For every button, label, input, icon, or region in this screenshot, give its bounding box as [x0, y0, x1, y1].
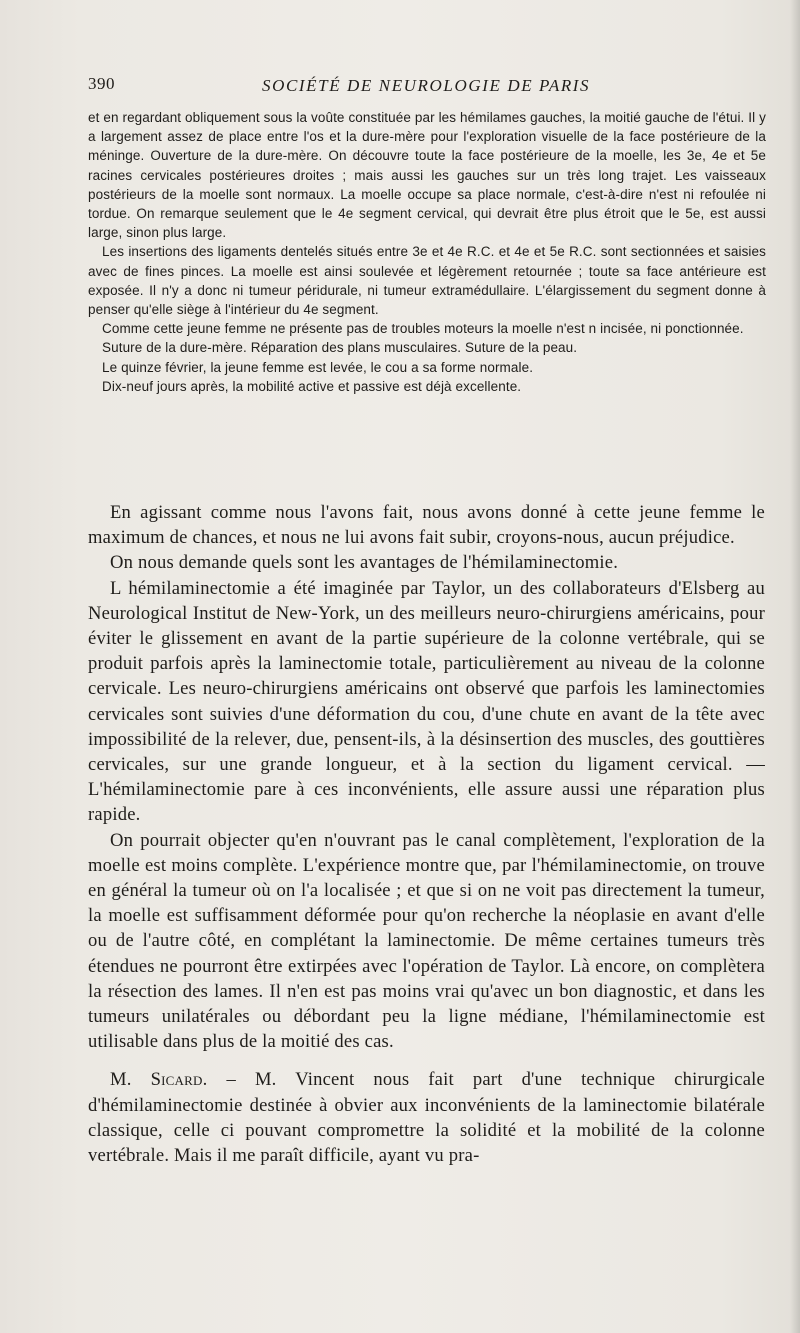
case-paragraph: Le quinze février, la jeune femme est levée, le cou a sa forme normale. — [102, 359, 534, 375]
discussion-text: – M. Vincent nous fait part d'une technique chirurgicale d'hémilaminectomie destinée à obvier aux inconvénients de la laminectomie bilatérale classique, celle ci pouvant compromettre la solidité et la mobilité de la colonne vertébrale. Mais il me paraît difficile, ayant vu pra- — [88, 1069, 765, 1167]
case-report-block — [88, 108, 766, 396]
running-head: SOCIÉTÉ DE NEUROLOGIE DE PARIS — [262, 76, 591, 95]
page-spine-shadow — [790, 0, 800, 1333]
speaker-name: M. Sicard. — [110, 1069, 208, 1091]
case-paragraph: Suture de la dure-mère. Réparation des plans musculaires. Suture de la peau. — [102, 340, 578, 356]
body-paragraph: On pourrait objecter qu'en n'ouvrant pas le canal complètement, l'exploration de la moelle est moins complète. L'expérience montre que, par l'hémilaminectomie, on trouve en général la tumeur où on l'a localisée ; et que si on ne voit pas directement la tumeur, la moelle est suffisamment déformée pour qu'on recherche la néoplasie en avant d'elle ou de l'autre côté, en complétant la laminectomie. De même certaines tumeurs très étendues ne pourront être extirpées avec l'opération de Taylor. Là encore, on complètera la résection des lames. Il n'en est pas moins vrai qu'avec un bon diagnostic, et dans les tumeurs unilatérales ou débordant peu la ligne médiane, l'hémilaminectomie est utilisable dans plus de la moitié des cas. — [88, 829, 765, 1053]
case-paragraph: Les insertions des ligaments dentelés situés entre 3e et 4e R.C. et 4e et 5e R.C. sont sectionnées et saisies avec de fines pinces. La moelle est ainsi soulevée et légèrement retournée ; toute sa face antérieure est exposée. Il n'y a donc ni tumeur péridurale, ni tumeur extramédullaire. L'élargissement du segment donne à penser qu'elle siège à l'intérieur du 4e segment. — [88, 244, 766, 318]
discussion-paragraph — [88, 1067, 765, 1168]
case-paragraph: Comme cette jeune femme ne présente pas de troubles moteurs la moelle n'est n incisée, ni ponctionnée. — [102, 321, 744, 337]
case-paragraph: Dix-neuf jours après, la mobilité active et passive est déjà excellente. — [102, 378, 522, 394]
main-text-block — [88, 500, 765, 1168]
case-paragraph: et en regardant obliquement sous la voûte constituée par les hémilames gauches, la moitié gauche de l'étui. Il y a largement assez de place entre l'os et la dure-mère pour l'exploration visuelle de la face postérieure de la méninge. Ouverture de la dure-mère. On découvre toute la face postérieure de la moelle, les 3e, 4e et 5e racines cervicales postérieures droites ; mais aussi les gauches sur un très long trajet. Les vaisseaux postérieurs de la moelle sont normaux. La moelle occupe sa place normale, c'est-à-dire n'est ni refoulée ni tordue. On remarque seulement que le 4e segment cervical, qui devrait être plus étroit que le 5e, est aussi large, sinon plus large. — [88, 110, 766, 241]
body-paragraph: On nous demande quels sont les avantages de l'hémilaminectomie. — [110, 552, 619, 574]
body-paragraph: L hémilaminectomie a été imaginée par Taylor, un des collaborateurs d'Elsberg au Neurological Institut de New-York, un des meilleurs neuro-chirurgiens américains, pour éviter le glissement en avant de la partie supérieure de la colonne vertébrale, qui se produit parfois après la laminectomie totale, particulièrement au niveau de la colonne cervicale. Les neuro-chirurgiens américains ont observé que parfois les laminectomies cervicales sont suivies d'une déformation du cou, d'une chute en avant de la tête avec impossibilité de la relever, due, pensent-ils, à la désinsertion des muscles, des gouttières cervicales, sur une grande longueur, et à la section du ligament cervical. — L'hémilaminectomie pare à ces inconvénients, elle assure aussi une réparation plus rapide. — [88, 577, 765, 826]
body-paragraph: En agissant comme nous l'avons fait, nous avons donné à cette jeune femme le maximum de chances, et nous ne lui avons fait subir, croyons-nous, aucun préjudice. — [88, 502, 765, 549]
page-number: 390 — [88, 74, 115, 93]
page-header — [88, 74, 768, 98]
